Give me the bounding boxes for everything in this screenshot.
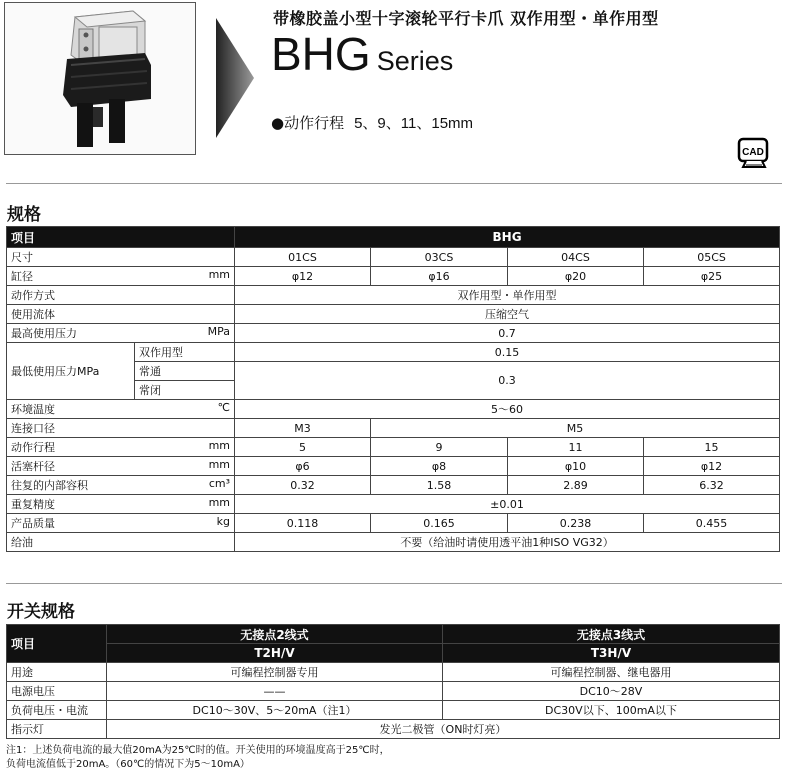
cell: 0.455: [644, 514, 780, 533]
table-row: [7, 248, 780, 267]
cell: 01CS: [235, 248, 371, 267]
table-header-row: [7, 644, 780, 663]
cell: 压缩空气: [235, 305, 780, 324]
cad-icon[interactable]: [737, 137, 771, 173]
table-row: [7, 400, 780, 419]
spec-title: 规格: [7, 205, 41, 225]
table-header-row: [7, 625, 780, 644]
table-row: [7, 324, 780, 343]
table-row: [7, 663, 780, 682]
cell: 0.3: [235, 362, 780, 400]
cell: 2.89: [508, 476, 644, 495]
stroke-values: 5、9、11、15mm: [354, 115, 474, 132]
table-row: [7, 495, 780, 514]
row-label: 重复精度: [11, 498, 55, 511]
row-label: 给油: [7, 533, 235, 552]
row-unit: mm: [208, 439, 231, 452]
row-label: 最低使用压力MPa: [7, 343, 135, 400]
cell: φ8: [371, 457, 508, 476]
cell: 0.238: [508, 514, 644, 533]
table-row: [7, 286, 780, 305]
table-row: [7, 701, 780, 720]
row-label: 指示灯: [7, 720, 107, 739]
header-item: 项目: [7, 625, 107, 663]
switch-title: 开关规格: [7, 602, 75, 622]
cell: M5: [371, 419, 780, 438]
table-header-row: [7, 227, 780, 248]
cell: 0.7: [235, 324, 780, 343]
header-col2: 无接点3线式: [443, 625, 780, 644]
row-label: 用途: [7, 663, 107, 682]
series-suffix: Series: [376, 46, 454, 76]
cell: 03CS: [371, 248, 508, 267]
cell: 9: [371, 438, 508, 457]
table-row: [7, 682, 780, 701]
cell: φ12: [235, 267, 371, 286]
row-label: 使用流体: [7, 305, 235, 324]
cell: φ6: [235, 457, 371, 476]
table-row: [7, 533, 780, 552]
cell: 04CS: [508, 248, 644, 267]
table-row: [7, 438, 780, 457]
row-label: 动作行程: [11, 441, 55, 454]
cell: 可编程控制器、继电器用: [443, 663, 780, 682]
cell: DC10～30V、5～20mA（注1）: [107, 701, 443, 720]
cell: ——: [107, 682, 443, 701]
table-row: [7, 267, 780, 286]
row-unit: cm³: [208, 477, 231, 490]
row-label: 动作方式: [7, 286, 235, 305]
divider: [6, 183, 782, 184]
row-label: 活塞杆径: [11, 460, 55, 473]
cell: φ16: [371, 267, 508, 286]
series-title: [271, 27, 453, 81]
row-label: 往复的内部容积: [11, 479, 88, 492]
header-col2-model: T3H/V: [443, 644, 780, 663]
header-col1: 无接点2线式: [107, 625, 443, 644]
row-label: 连接口径: [7, 419, 235, 438]
row-unit: mm: [208, 458, 231, 471]
cell: 11: [508, 438, 644, 457]
stroke-label: ●动作行程: [271, 114, 345, 132]
row-label: 负荷电压・电流: [7, 701, 107, 720]
footnote-line: 负荷电流值低于20mA。（60℃的情况下为5～10mA）: [6, 759, 250, 770]
cell: 5～60: [235, 400, 780, 419]
sub-label: 常闭: [135, 381, 235, 400]
cell: φ25: [644, 267, 780, 286]
table-row: [7, 720, 780, 739]
cell: φ20: [508, 267, 644, 286]
row-label: 最高使用压力: [11, 327, 77, 340]
row-unit: kg: [216, 515, 231, 528]
cell: φ10: [508, 457, 644, 476]
cell: 6.32: [644, 476, 780, 495]
spec-table: [6, 226, 780, 552]
footnotes: [6, 744, 390, 772]
table-row: [7, 305, 780, 324]
cell: 5: [235, 438, 371, 457]
table-row: [7, 476, 780, 495]
cell: 不要（给油时请使用透平油1种ISO VG32）: [235, 533, 780, 552]
header-model: BHG: [235, 227, 780, 248]
cell: 0.118: [235, 514, 371, 533]
cell: 可编程控制器专用: [107, 663, 443, 682]
row-label: 尺寸: [7, 248, 235, 267]
row-label: 电源电压: [7, 682, 107, 701]
cell: 0.15: [235, 343, 780, 362]
cad-label: CAD: [742, 147, 764, 158]
row-unit: ℃: [217, 401, 231, 414]
header-item: 项目: [7, 227, 235, 248]
table-row: [7, 419, 780, 438]
cell: DC30V以下、100mA以下: [443, 701, 780, 720]
footnote-line: 注1：上述负荷电流的最大值20mA为25℃时的值。开关使用的环境温度高于25℃时，: [6, 745, 390, 756]
cell: M3: [235, 419, 371, 438]
sub-label: 双作用型: [135, 343, 235, 362]
cell: 发光二极管（ON时灯亮）: [107, 720, 780, 739]
row-unit: MPa: [207, 325, 231, 338]
divider: [6, 583, 782, 584]
row-unit: mm: [208, 496, 231, 509]
stroke-spec: [271, 112, 473, 133]
sub-label: 常通: [135, 362, 235, 381]
table-row: [7, 514, 780, 533]
switch-table: [6, 624, 780, 739]
row-label: 缸径: [11, 270, 33, 283]
cell: 15: [644, 438, 780, 457]
cell: 双作用型・单作用型: [235, 286, 780, 305]
table-row: [7, 343, 780, 362]
row-label: 产品质量: [11, 517, 55, 530]
table-row: [7, 457, 780, 476]
cell: 0.32: [235, 476, 371, 495]
header-arrow-icon: [216, 18, 256, 142]
product-photo: [4, 2, 196, 155]
row-unit: mm: [208, 268, 231, 281]
cell: 05CS: [644, 248, 780, 267]
cell: φ12: [644, 457, 780, 476]
cell: 0.165: [371, 514, 508, 533]
row-label: 环境温度: [11, 403, 55, 416]
cell: 1.58: [371, 476, 508, 495]
header-col1-model: T2H/V: [107, 644, 443, 663]
product-subtitle: 带橡胶盖小型十字滚轮平行卡爪 双作用型・单作用型: [273, 9, 659, 28]
cell: DC10～28V: [443, 682, 780, 701]
series-name: BHG: [271, 28, 371, 80]
cell: ±0.01: [235, 495, 780, 514]
